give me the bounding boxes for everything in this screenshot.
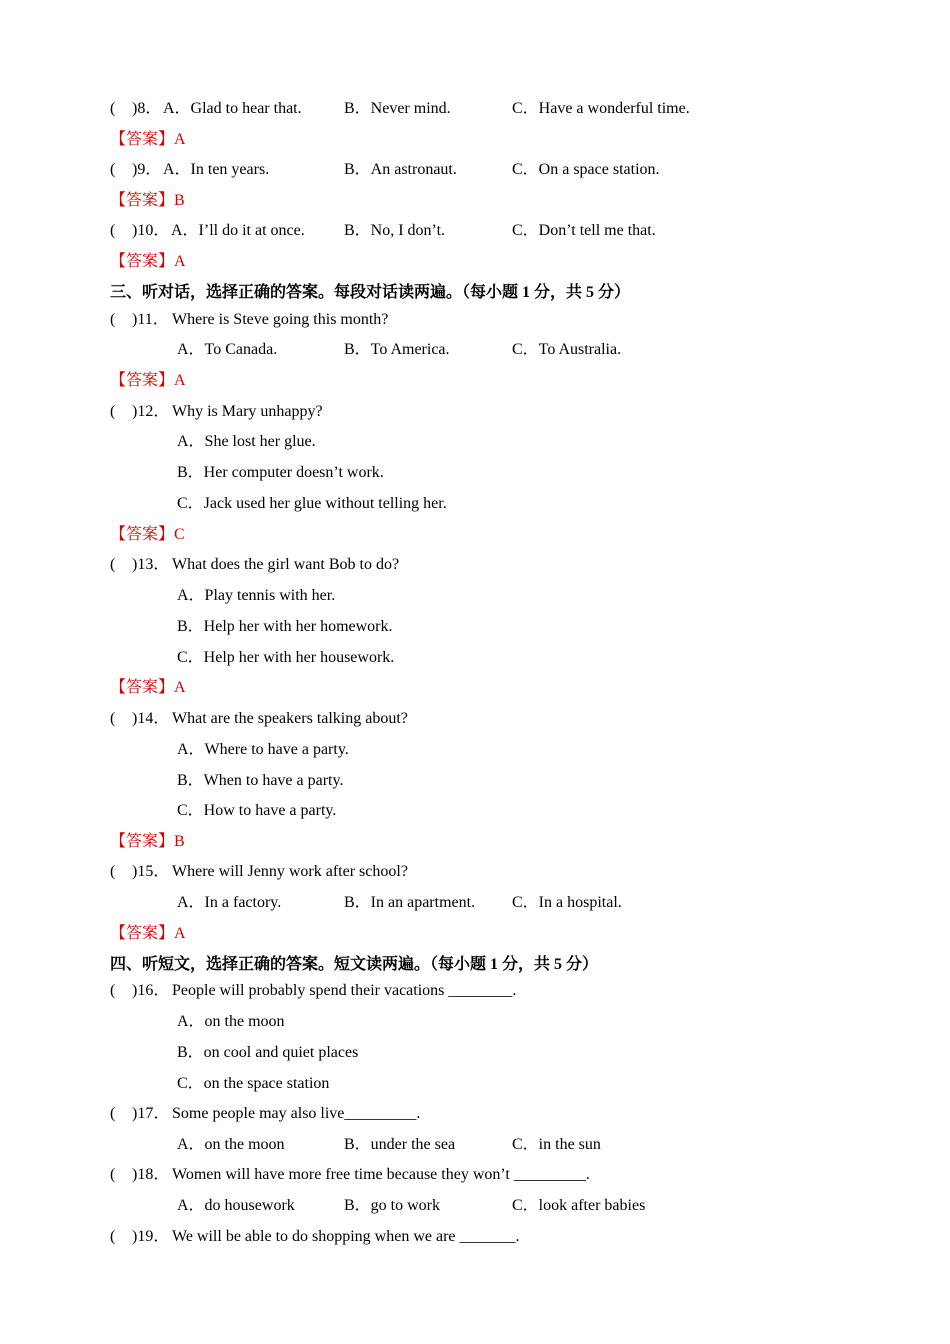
option-c: C．How to have a party. [177, 802, 337, 819]
answer-10 [110, 251, 186, 273]
option-c: C．Don’t tell me that. [512, 222, 656, 239]
answer-value: A [174, 253, 186, 270]
option-c: C．Have a wonderful time. [512, 100, 690, 117]
option-b: B．Never mind. [344, 100, 451, 117]
paren: ( [110, 1228, 116, 1245]
question-11 [110, 309, 388, 331]
question-text: What are the speakers talking about? [172, 710, 408, 727]
question-12 [110, 401, 323, 423]
answer-value: B [174, 192, 185, 209]
answer-label: 【答案】 [110, 925, 175, 942]
answer-label: 【答案】 [110, 131, 175, 148]
option-c: C．in the sun [512, 1136, 601, 1153]
option-a: A．do housework [177, 1197, 295, 1214]
option-c: C．Jack used her glue without telling her. [177, 495, 447, 512]
question-text: Where will Jenny work after school? [172, 863, 408, 880]
answer-value: A [174, 679, 186, 696]
option-a: A．I’ll do it at once. [171, 222, 305, 239]
option-c: C．On a space station. [512, 161, 660, 178]
option-b: B．Help her with her homework. [177, 618, 393, 635]
answer-8 [110, 129, 186, 151]
option-b: B．To America. [344, 341, 450, 358]
paren: ( [110, 161, 116, 178]
question-text: What does the girl want Bob to do? [172, 556, 400, 573]
question-10 [110, 220, 656, 242]
section-3-heading: 三、听对话，选择正确的答案。每段对话读两遍。（每小题 1 分，共 5 分） [110, 284, 631, 301]
question-number: )9． [132, 161, 162, 178]
option-a: A．She lost her glue. [177, 433, 316, 450]
answer-12 [110, 524, 185, 546]
option-a: A．on the moon [177, 1136, 285, 1153]
option-b: B．No, I don’t. [344, 222, 446, 239]
question-9 [110, 159, 660, 181]
question-text: Where is Steve going this month? [172, 311, 389, 328]
question-13 [110, 554, 399, 576]
question-text: People will probably spend their vacations ________. [172, 982, 517, 999]
option-b: B．An astronaut. [344, 161, 457, 178]
question-8 [110, 98, 690, 120]
option-c: C．Help her with her housework. [177, 649, 395, 666]
answer-13 [110, 677, 186, 699]
option-c: C．In a hospital. [512, 894, 622, 911]
question-number: )15． [132, 863, 170, 880]
option-b: B．When to have a party. [177, 772, 344, 789]
option-c: C．look after babies [512, 1197, 646, 1214]
answer-label: 【答案】 [110, 833, 175, 850]
answer-label: 【答案】 [110, 372, 175, 389]
paren: ( [110, 100, 116, 117]
answer-11 [110, 370, 186, 392]
question-number: )10． [132, 222, 170, 239]
question-15 [110, 861, 408, 883]
question-number: )13． [132, 556, 170, 573]
paren: ( [110, 1166, 116, 1183]
question-number: )18． [132, 1166, 170, 1183]
option-a: A．Glad to hear that. [163, 100, 302, 117]
answer-value: A [174, 925, 186, 942]
answer-label: 【答案】 [110, 679, 175, 696]
answer-label: 【答案】 [110, 526, 175, 543]
option-c: C．To Australia. [512, 341, 622, 358]
answer-value: A [174, 131, 186, 148]
question-number: )17． [132, 1105, 170, 1122]
question-number: )11． [132, 311, 169, 328]
answer-value: A [174, 372, 186, 389]
answer-15 [110, 923, 186, 945]
question-text: Why is Mary unhappy? [172, 403, 323, 420]
paren: ( [110, 556, 116, 573]
option-a: A．In ten years. [163, 161, 270, 178]
section-4-heading: 四、听短文，选择正确的答案。短文读两遍。（每小题 1 分，共 5 分） [110, 956, 599, 973]
question-number: )14． [132, 710, 170, 727]
question-number: )12． [132, 403, 170, 420]
paren: ( [110, 710, 116, 727]
answer-label: 【答案】 [110, 192, 175, 209]
question-number: )19． [132, 1228, 170, 1245]
question-text: We will be able to do shopping when we are _______. [172, 1228, 520, 1245]
option-b: B．In an apartment. [344, 894, 476, 911]
question-number: )8． [132, 100, 162, 117]
answer-14 [110, 831, 185, 853]
paren: ( [110, 1105, 116, 1122]
paren: ( [110, 311, 116, 328]
question-17 [110, 1103, 420, 1125]
answer-value: B [174, 833, 185, 850]
option-b: B．Her computer doesn’t work. [177, 464, 384, 481]
question-number: )16． [132, 982, 170, 999]
option-b: B．on cool and quiet places [177, 1044, 359, 1061]
paren: ( [110, 863, 116, 880]
paren: ( [110, 982, 116, 999]
option-b: B．under the sea [344, 1136, 456, 1153]
answer-label: 【答案】 [110, 253, 175, 270]
option-a: A．To Canada. [177, 341, 278, 358]
option-a: A．Play tennis with her. [177, 587, 336, 604]
answer-9 [110, 190, 185, 212]
option-c: C．on the space station [177, 1075, 330, 1092]
answer-value: C [174, 526, 185, 543]
question-text: Women will have more free time because they won’t _________. [172, 1166, 590, 1183]
paren: ( [110, 403, 116, 420]
question-19 [110, 1226, 520, 1248]
question-18 [110, 1164, 590, 1186]
option-a: A．on the moon [177, 1013, 285, 1030]
question-14 [110, 708, 408, 730]
question-16 [110, 980, 516, 1002]
option-b: B．go to work [344, 1197, 441, 1214]
option-a: A．Where to have a party. [177, 741, 349, 758]
question-text: Some people may also live_________. [172, 1105, 421, 1122]
option-a: A．In a factory. [177, 894, 282, 911]
paren: ( [110, 222, 116, 239]
